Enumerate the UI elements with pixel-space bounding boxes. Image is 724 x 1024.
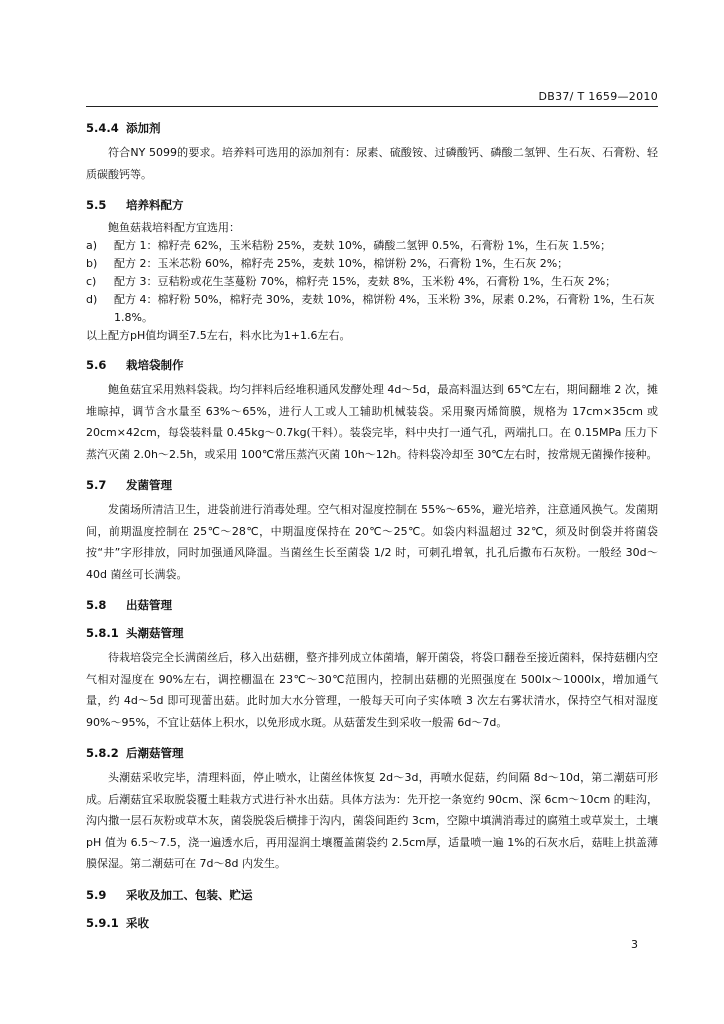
section-heading-5-8-2 <box>86 739 658 767</box>
page-number: 3 <box>631 938 638 951</box>
list-item <box>86 237 658 255</box>
page-content <box>86 114 658 937</box>
list-text: 配方 2：玉米芯粉 60%，棉籽壳 25%，麦麸 10%，棉饼粉 2%，石膏粉 1%，生石灰 2%； <box>114 257 569 270</box>
section-paragraph: 符合NY 5099的要求。培养料可选用的添加剂有：尿素、硫酸铵、过磷酸钙、磷酸二氢钾、生石灰、石膏粉、轻质碳酸钙等。 <box>86 146 658 181</box>
section-heading-5-5 <box>86 191 658 219</box>
list-text: 配方 4：棉籽粉 50%，棉籽壳 30%，麦麸 10%，棉饼粉 4%，玉米粉 3%，尿素 0.2%，石膏粉 1%，生石灰 1.8%。 <box>114 293 655 324</box>
section-heading-5-8-1 <box>86 619 658 647</box>
section-paragraph: 待栽培袋完全长满菌丝后，移入出菇棚，整齐排列成立体菌墙，解开菌袋，将袋口翻卷至接近菌料，保持菇棚内空气相对湿度在 90%左右，调控棚温在 23℃～30℃范围内，控制出菇棚的光照强度在 500lx～1000lx，增加通气量，约 4d～5d 即可现蕾出菇。此时加大水分管理，一般每天可向子实体喷 3 次左右雾状清水，保持空气相对湿度 90%～95%，不宜让菇体上积水，以免形成水斑。从菇蕾发生到采收一般需 6d～7d。 <box>86 651 658 729</box>
section-number: 5.6 <box>86 358 107 372</box>
section-paragraph: 头潮菇采收完毕，清理料面，停止喷水，让菌丝体恢复 2d～3d，再喷水促菇，约间隔 8d～10d，第二潮菇可形成。后潮菇宜采取脱袋覆土畦栽方式进行补水出菇。具体方法为：先开挖一条宽约 90cm、深 6cm～10cm 的畦沟，沟内撒一层石灰粉或草木灰，菌袋脱袋后横排于沟内，菌袋间距约 3cm，空隙中填满消毒过的腐殖土或草炭土，土壤 pH 值为 6.5～7.5，浇一遍透水后，再用湿润土壤覆盖菌袋约 2.5cm厚，适量喷一遍 1%的石灰水后，菇畦上拱盖薄膜保湿。第二潮菇可在 7d～8d 内发生。 <box>86 771 658 870</box>
list-text: 配方 3：豆秸粉或花生茎蔓粉 70%，棉籽壳 15%，麦麸 8%，玉米粉 4%，石膏粉 1%，生石灰 2%； <box>114 275 617 288</box>
section-number: 5.8.2 <box>86 746 119 760</box>
section-number: 5.9.1 <box>86 915 119 930</box>
section-title: 采收及加工、包装、贮运 <box>126 887 253 902</box>
section-title: 后潮菇管理 <box>126 746 184 760</box>
list-item <box>86 273 658 291</box>
section-title: 出菇管理 <box>126 598 172 612</box>
list-text: 配方 1：棉籽壳 62%，玉米秸粉 25%，麦麸 10%，磷酸二氢钾 0.5%，石膏粉 1%，生石灰 1.5%； <box>114 239 612 252</box>
section-heading-5-4-4 <box>86 114 658 142</box>
standard-code: DB37/ T 1659—2010 <box>538 90 658 103</box>
list-marker: a) <box>86 239 98 252</box>
list-marker: d) <box>86 293 98 306</box>
list-item <box>86 255 658 273</box>
section-number: 5.5 <box>86 198 107 212</box>
section-title: 发菌管理 <box>126 478 172 492</box>
formula-outro: 以上配方pH值均调至7.5左右，料水比为1+1.6左右。 <box>86 329 351 342</box>
section-number: 5.8.1 <box>86 626 119 640</box>
section-paragraph: 发菌场所清洁卫生，进袋前进行消毒处理。空气相对湿度控制在 55%～65%，避光培养，注意通风换气。发菌期间，前期温度控制在 25℃～28℃，中期温度保持在 20℃～25℃。如袋内料温超过 32℃，须及时倒袋并将菌袋按“井”字形排放，同时加强通风降温。当菌丝生长至菌袋 1/2 时，可刺孔增氧，扎孔后撒布石灰粉。一般经 30d～40d 菌丝可长满袋。 <box>86 503 658 581</box>
section-number: 5.8 <box>86 598 107 612</box>
section-paragraph: 鲍鱼菇宜采用熟料袋栽。均匀拌料后经堆积通风发酵处理 4d～5d，最高料温达到 65℃左右，期间翻堆 2 次，摊堆晾掉，调节含水量至 63%～65%，进行人工或人工辅助机械装袋。采用聚丙烯简膜，规格为 17cm×35cm 或 20cm×42cm，每袋装料量 0.45kg～0.7kg(干料）。装袋完毕，料中央打一通气孔，两端扎口。在 0.15MPa 压力下蒸汽灭菌 2.0h～2.5h，或采用 100℃常压蒸汽灭菌 10h～12h。待料袋冷却至 30℃左右时，按常规无菌操作接种。 <box>86 383 658 461</box>
header-rule <box>86 106 658 107</box>
formula-intro: 鲍鱼菇栽培料配方宜选用： <box>108 221 240 234</box>
section-number: 5.9 <box>86 887 107 902</box>
section-title: 栽培袋制作 <box>126 358 184 372</box>
section-title: 培养料配方 <box>126 198 184 212</box>
section-heading-5-9-1 <box>86 909 658 937</box>
section-heading-5-8 <box>86 591 658 619</box>
section-number: 5.4.4 <box>86 121 119 135</box>
section-title: 添加剂 <box>126 121 161 135</box>
section-heading-5-7 <box>86 471 658 499</box>
list-marker: b) <box>86 257 98 270</box>
section-title: 采收 <box>126 915 149 930</box>
list-marker: c) <box>86 275 97 288</box>
section-heading-5-9 <box>86 881 658 909</box>
list-item <box>86 291 658 327</box>
section-title: 头潮菇管理 <box>126 626 184 640</box>
section-number: 5.7 <box>86 478 107 492</box>
section-heading-5-6 <box>86 351 658 379</box>
